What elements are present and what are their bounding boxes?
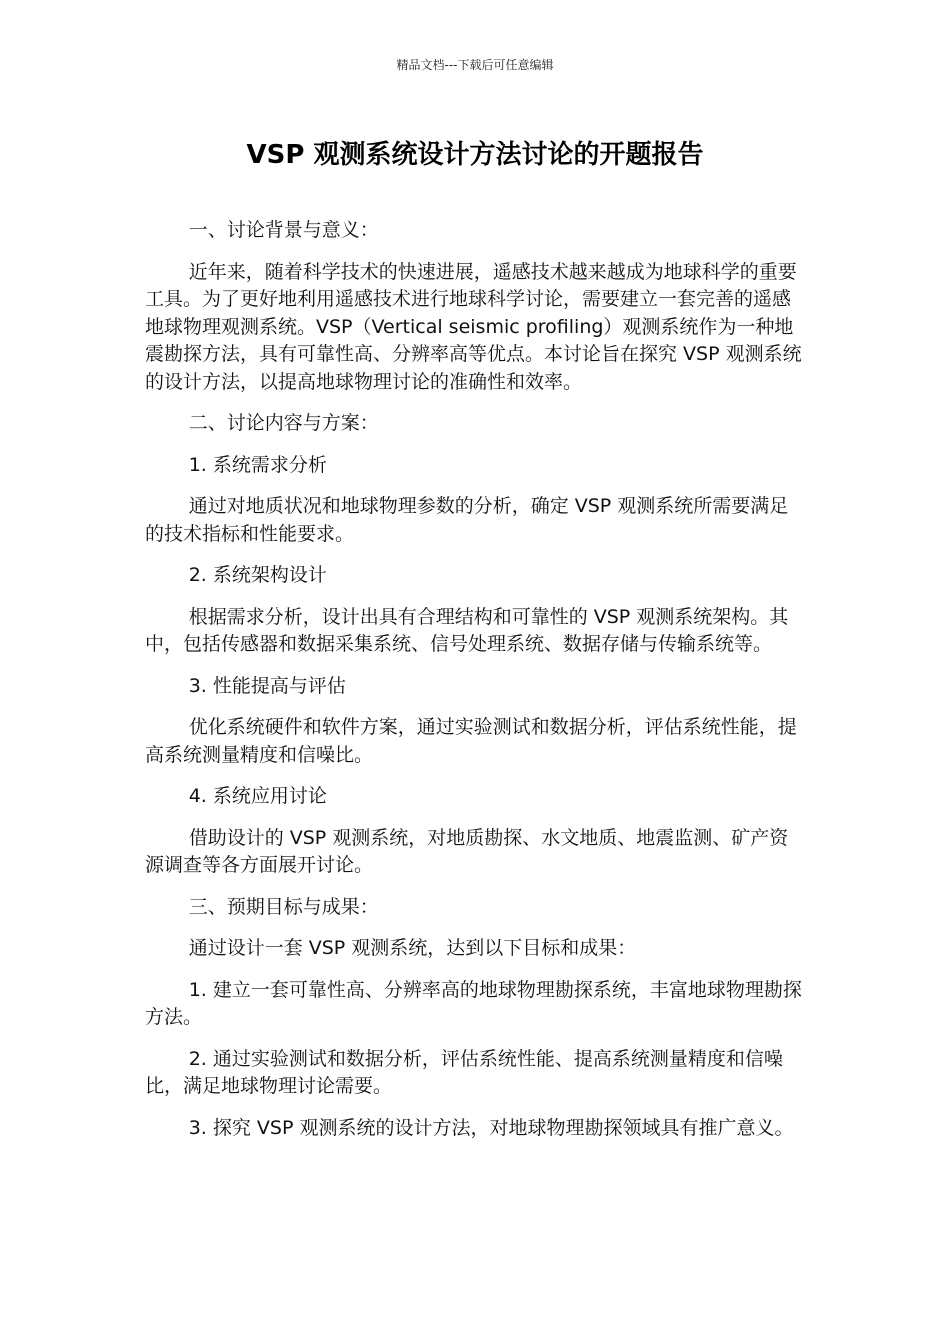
goal-item-2: 2. 通过实验测试和数据分析，评估系统性能、提高系统测量精度和信噪比，满足地球物理讨论需要。 — [145, 1047, 783, 1097]
paragraph-background: 近年来，随着科学技术的快速进展，遥感技术越来越成为地球科学的重要工具。为了更好地利用遥感技术进行地球科学讨论，需要建立一套完善的遥感地球物理观测系统。VSP（Vertical seismic profiling）观测系统作为一种地震勘探方法，具有可靠性高、分辨率高等优点。本讨论旨在探究 VSP 观测系统的设计方法，以提高地球物理讨论的准确性和效率。 — [145, 260, 802, 393]
goal-item-3: 3. 探究 VSP 观测系统的设计方法，对地球物理勘探领域具有推广意义。 — [188, 1116, 794, 1139]
paragraph-performance: 优化系统硬件和软件方案，通过实验测试和数据分析，评估系统性能，提高系统测量精度和信噪比。 — [145, 716, 797, 766]
subheading-architecture: 2. 系统架构设计 — [188, 564, 327, 586]
subheading-requirements: 1. 系统需求分析 — [188, 453, 327, 476]
paragraph-goals-intro: 通过设计一套 VSP 观测系统，达到以下目标和成果： — [188, 937, 637, 959]
paragraph-requirements: 通过对地质状况和地球物理参数的分析，确定 VSP 观测系统所需要满足的技术指标和性能要求。 — [145, 495, 789, 545]
paragraph-architecture: 根据需求分析，设计出具有合理结构和可靠性的 VSP 观测系统架构。其中，包括传感器和数据采集系统、信号处理系统、数据存储与传输系统等。 — [145, 605, 789, 655]
subheading-performance: 3. 性能提高与评估 — [188, 674, 346, 697]
section-heading-content: 二、讨论内容与方案： — [188, 412, 379, 434]
subheading-application: 4. 系统应用讨论 — [188, 785, 327, 807]
document-title: VSP 观测系统设计方法讨论的开题报告 — [246, 140, 704, 170]
section-heading-goals: 三、预期目标与成果： — [188, 895, 379, 918]
section-heading-background: 一、讨论背景与意义： — [188, 219, 379, 241]
paragraph-application: 借助设计的 VSP 观测系统，对地质勘探、水文地质、地震监测、矿产资源调查等各方面展开讨论。 — [145, 826, 789, 876]
document-body — [145, 217, 805, 1156]
goal-item-1: 1. 建立一套可靠性高、分辨率高的地球物理勘探系统，丰富地球物理勘探方法。 — [145, 978, 802, 1028]
page-header: 精品文档---下载后可任意编辑 — [396, 58, 554, 72]
